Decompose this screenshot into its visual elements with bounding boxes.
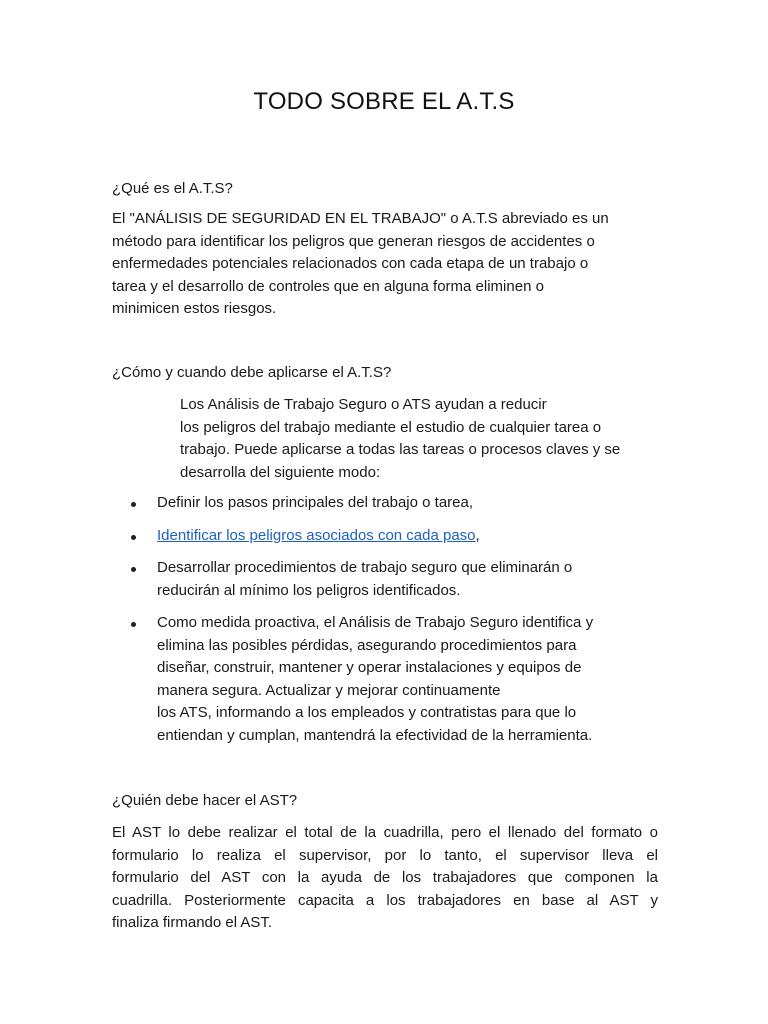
section-paragraph-who-does-ast (112, 822, 658, 935)
paragraph-line: minimicen estos riesgos. (112, 300, 277, 317)
paragraph-line: cuadrilla. Posteriormente capacita a los trabajadores en base al AST y (112, 891, 658, 909)
list-item-text-with-link (157, 525, 648, 548)
section-intro-how-when-ats (180, 394, 660, 484)
list-item-text: diseñar, construir, mantener y operar instalaciones y equipos de (157, 659, 582, 676)
paragraph-line: formulario del AST con la ayuda de los trabajadores que componen la (112, 869, 658, 886)
list-item (128, 557, 648, 602)
link-suffix: , (475, 526, 480, 544)
section-heading-who-does-ast: ¿Quién debe hacer el AST? (112, 792, 298, 809)
hazards-link[interactable]: Identificar los peligros asociados con cada paso (157, 526, 476, 544)
section-paragraph-what-is-ats (112, 208, 650, 321)
list-item-text: manera segura. Actualizar y mejorar continuamente (157, 681, 501, 699)
list-item (128, 492, 648, 515)
list-item (128, 525, 648, 548)
paragraph-line: trabajo. Puede aplicarse a todas las tareas o procesos claves y se (180, 441, 621, 458)
list-item-text: reducirán al mínimo los peligros identificados. (157, 581, 461, 599)
bullet-icon (131, 502, 136, 507)
paragraph-line: tarea y el desarrollo de controles que en alguna forma eliminen o (112, 277, 544, 295)
bullet-icon (131, 622, 136, 627)
list-item (128, 612, 648, 747)
paragraph-line: Los Análisis de Trabajo Seguro o ATS ayudan a reducir (180, 396, 547, 413)
section-heading-what-is-ats: ¿Qué es el A.T.S? (112, 180, 233, 197)
paragraph-line: El AST lo debe realizar el total de la cuadrilla, pero el llenado del formato o (112, 824, 658, 841)
list-item-text: Definir los pasos principales del trabajo o tarea, (157, 494, 474, 511)
list-item-text: entiendan y cumplan, mantendrá la efectividad de la herramienta. (157, 726, 593, 744)
paragraph-line: formulario lo realiza el supervisor, por lo tanto, el supervisor lleva el (112, 846, 658, 864)
steps-list (128, 492, 648, 747)
paragraph-line: método para identificar los peligros que generan riesgos de accidentes o (112, 232, 595, 250)
list-item-text: los ATS, informando a los empleados y contratistas para que lo (157, 704, 577, 721)
bullet-icon (131, 535, 136, 540)
bullet-icon (131, 567, 136, 572)
paragraph-line: finaliza firmando el AST. (112, 914, 273, 931)
paragraph-line: los peligros del trabajo mediante el estudio de cualquier tarea o (180, 418, 602, 436)
paragraph-line: El "ANÁLISIS DE SEGURIDAD EN EL TRABAJO" o A.T.S abreviado es un (112, 210, 609, 227)
list-item-text: Desarrollar procedimientos de trabajo seguro que eliminarán o (157, 559, 573, 576)
list-item-text: elimina las posibles pérdidas, asegurando procedimientos para (157, 636, 577, 654)
page-title: TODO SOBRE EL A.T.S (253, 88, 515, 115)
paragraph-line: enfermedades potenciales relacionados con cada etapa de un trabajo o (112, 255, 589, 272)
paragraph-line: desarrolla del siguiente modo: (180, 463, 381, 481)
list-item-text: Como medida proactiva, el Análisis de Trabajo Seguro identifica y (157, 614, 594, 631)
section-heading-how-when-ats: ¿Cómo y cuando debe aplicarse el A.T.S? (112, 364, 392, 381)
